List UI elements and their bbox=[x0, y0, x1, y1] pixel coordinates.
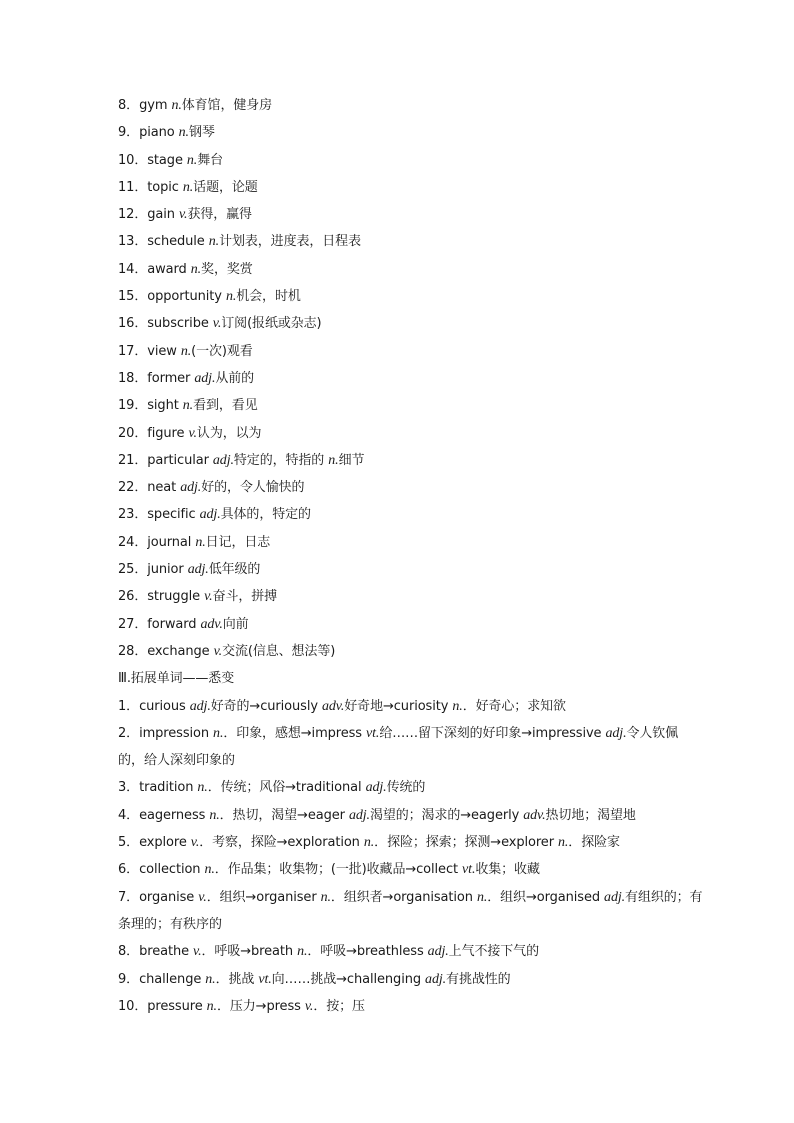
entry-text: tradition bbox=[139, 780, 198, 796]
entry-number: 12． bbox=[118, 207, 148, 223]
entry-word: neat bbox=[147, 480, 177, 496]
entry-text: 向……挑战→challenging bbox=[271, 971, 426, 987]
entry-number: 10． bbox=[118, 152, 148, 168]
entry-text: collection bbox=[139, 862, 205, 878]
extended-entry bbox=[118, 720, 684, 747]
part-of-speech: v. bbox=[193, 944, 202, 960]
entry-text: ．组织→organised bbox=[487, 889, 605, 905]
entry-word: stage bbox=[147, 152, 183, 168]
vocab-entry bbox=[118, 92, 684, 119]
entry-number: 1． bbox=[118, 698, 140, 714]
part-of-speech: n. bbox=[204, 862, 215, 878]
entry-text: ．探险家 bbox=[568, 835, 620, 851]
part-of-speech: adj. bbox=[348, 807, 370, 823]
entry-meaning: 具体的，特定的 bbox=[220, 507, 311, 523]
entry-continuation: 的，给人深刻印象的 bbox=[118, 753, 236, 769]
entry-meaning: 奖，奖赏 bbox=[201, 261, 253, 277]
part-of-speech: n. bbox=[197, 780, 208, 796]
entry-meaning: 订阅(报纸或杂志) bbox=[221, 316, 322, 332]
part-of-speech: adj. bbox=[605, 725, 627, 741]
part-of-speech: adj. bbox=[212, 452, 234, 468]
part-of-speech: adj. bbox=[199, 507, 221, 523]
entry-number: 7． bbox=[118, 889, 140, 905]
entry-text: eagerness bbox=[139, 807, 210, 823]
part-of-speech: n. bbox=[225, 289, 237, 305]
entry-meaning: 体育馆，健身房 bbox=[181, 98, 273, 113]
part-of-speech: adj. bbox=[187, 562, 209, 578]
part-of-speech: vt. bbox=[462, 862, 476, 878]
part-of-speech: adv. bbox=[523, 807, 546, 823]
entry-number: 23． bbox=[118, 507, 148, 523]
part-of-speech: v. bbox=[304, 998, 314, 1014]
part-of-speech: v. bbox=[178, 207, 188, 223]
extended-entry bbox=[118, 802, 684, 829]
part-of-speech: vt. bbox=[258, 971, 272, 987]
vocab-entry bbox=[118, 556, 684, 583]
part-of-speech: adj. bbox=[425, 971, 447, 987]
entry-number: 4． bbox=[118, 807, 140, 823]
basic-word-list bbox=[118, 92, 684, 665]
entry-text: challenge bbox=[139, 971, 206, 987]
entry-meaning: 看到，看见 bbox=[193, 398, 258, 414]
entry-number: 14． bbox=[118, 261, 148, 277]
entry-text: ．组织者→organisation bbox=[330, 889, 477, 905]
entry-text: 令人钦佩 bbox=[626, 725, 679, 741]
entry-word: schedule bbox=[147, 234, 205, 250]
entry-number: 3． bbox=[118, 780, 140, 796]
part-of-speech: adv. bbox=[200, 616, 223, 632]
vocab-entry bbox=[118, 365, 684, 392]
part-of-speech: adj. bbox=[365, 780, 387, 796]
vocab-entry bbox=[118, 283, 684, 310]
extended-entry bbox=[118, 693, 684, 720]
part-of-speech: adj. bbox=[180, 480, 202, 496]
part-of-speech: n. bbox=[180, 343, 192, 359]
extended-word-list bbox=[118, 693, 703, 1021]
part-of-speech: adj. bbox=[604, 889, 626, 905]
part-of-speech: v. bbox=[213, 643, 223, 659]
entry-text: 热切地；渴望地 bbox=[545, 807, 636, 823]
entry-word: particular bbox=[147, 452, 209, 468]
entry-number: 18． bbox=[118, 370, 148, 386]
entry-word: junior bbox=[147, 562, 184, 578]
entry-word: award bbox=[147, 261, 187, 277]
part-of-speech: n. bbox=[186, 152, 198, 168]
entry-meaning: 好的，令人愉快的 bbox=[201, 480, 305, 496]
part-of-speech: vt. bbox=[366, 725, 380, 741]
entry-word: subscribe bbox=[147, 316, 209, 332]
entry-number: 19． bbox=[118, 398, 148, 414]
extended-entry bbox=[118, 966, 684, 993]
entry-text: ．呼吸→breath bbox=[201, 944, 298, 960]
part-of-speech: v. bbox=[204, 589, 213, 605]
vocab-entry bbox=[118, 447, 684, 474]
entry-text: explore bbox=[139, 835, 191, 851]
entry-meaning: 钢琴 bbox=[188, 125, 215, 141]
entry-number: 6． bbox=[118, 862, 140, 878]
entry-number: 20． bbox=[118, 425, 148, 441]
entry-text: ．呼吸→breathless bbox=[307, 944, 428, 960]
entry-word: struggle bbox=[147, 589, 201, 605]
entry-word: former bbox=[147, 370, 191, 386]
vocab-entry bbox=[118, 147, 684, 174]
entry-meaning: 向前 bbox=[222, 616, 249, 632]
vocab-entry bbox=[118, 638, 684, 665]
entry-meaning: 低年级的 bbox=[208, 562, 261, 578]
entry-meaning: 交流(信息、想法等) bbox=[222, 643, 336, 659]
vocab-entry bbox=[118, 256, 684, 283]
entry-word: piano bbox=[139, 125, 175, 141]
part-of-speech: n. bbox=[557, 835, 569, 851]
vocab-entry bbox=[118, 583, 684, 610]
entry-meaning: 机会，时机 bbox=[236, 289, 301, 305]
entry-number: 26． bbox=[118, 589, 148, 605]
entry-number: 28． bbox=[118, 643, 148, 659]
extended-entry bbox=[118, 856, 684, 883]
entry-meaning: (一次)观看 bbox=[191, 343, 253, 359]
entry-number: 27． bbox=[118, 616, 148, 632]
entry-word: sight bbox=[147, 398, 179, 414]
entry-meaning: 细节 bbox=[338, 452, 365, 468]
part-of-speech: n. bbox=[195, 534, 206, 550]
part-of-speech: adv. bbox=[321, 698, 345, 714]
entry-number: 9． bbox=[118, 971, 140, 987]
vocab-entry bbox=[118, 338, 684, 365]
part-of-speech: n. bbox=[178, 125, 189, 141]
part-of-speech: n. bbox=[476, 889, 488, 905]
entry-text: pressure bbox=[147, 998, 207, 1014]
entry-number: 17． bbox=[118, 343, 148, 359]
entry-meaning: 话题，论题 bbox=[193, 179, 258, 195]
part-of-speech: n. bbox=[208, 234, 220, 250]
vocab-entry bbox=[118, 392, 684, 419]
entry-word: topic bbox=[147, 179, 179, 195]
part-of-speech: n. bbox=[297, 944, 308, 960]
vocab-entry bbox=[118, 501, 684, 528]
entry-meaning: 从前的 bbox=[215, 370, 255, 386]
entry-number: 9． bbox=[118, 125, 140, 141]
vocab-entry bbox=[118, 119, 684, 146]
entry-text: 收集；收藏 bbox=[475, 862, 540, 878]
part-of-speech: n. bbox=[452, 698, 463, 714]
entry-text: 上气不接下气的 bbox=[448, 944, 539, 960]
entry-text: ．挑战 bbox=[215, 971, 259, 987]
part-of-speech: v. bbox=[212, 316, 222, 332]
vocab-entry bbox=[118, 611, 684, 638]
part-of-speech: n. bbox=[182, 398, 194, 414]
part-of-speech: n. bbox=[209, 807, 220, 823]
entry-text: ．印象，感想→impress bbox=[223, 725, 367, 741]
entry-meaning: 特定的，特指的 bbox=[233, 452, 325, 468]
entry-text: 渴望的；渴求的→eagerly bbox=[369, 807, 524, 823]
entry-text: curious bbox=[139, 698, 190, 714]
part-of-speech: n. bbox=[320, 889, 331, 905]
entry-meaning: 认为，以为 bbox=[196, 425, 262, 441]
entry-word: opportunity bbox=[147, 289, 222, 305]
entry-meaning: 获得，赢得 bbox=[187, 207, 252, 223]
part-of-speech: n. bbox=[206, 998, 217, 1014]
entry-number: 11． bbox=[118, 179, 148, 195]
part-of-speech: adj. bbox=[194, 370, 216, 386]
entry-number: 2． bbox=[118, 725, 140, 741]
vocab-entry bbox=[118, 228, 684, 255]
extended-entry bbox=[118, 829, 684, 856]
entry-word: exchange bbox=[147, 643, 210, 659]
part-of-speech: n. bbox=[205, 971, 216, 987]
entry-word: view bbox=[147, 343, 177, 359]
entry-continuation: 条理的；有秩序的 bbox=[118, 916, 223, 932]
entry-number: 25． bbox=[118, 562, 148, 578]
entry-number: 22． bbox=[118, 480, 148, 496]
vocab-entry bbox=[118, 474, 684, 501]
entry-meaning: 日记，日志 bbox=[205, 534, 271, 550]
entry-text: 有挑战性的 bbox=[446, 971, 511, 987]
extended-entry bbox=[118, 884, 703, 911]
extended-entry bbox=[118, 938, 684, 965]
entry-word: figure bbox=[147, 425, 185, 441]
entry-text: ．传统；风俗→traditional bbox=[207, 780, 366, 796]
entry-text: organise bbox=[139, 889, 199, 905]
entry-meaning: 计划表，进度表，日程表 bbox=[219, 234, 361, 250]
entry-text: 传统的 bbox=[386, 780, 426, 796]
entry-number: 21． bbox=[118, 452, 148, 468]
part-of-speech: n. bbox=[328, 452, 339, 468]
entry-number: 8． bbox=[118, 944, 140, 960]
part-of-speech: v. bbox=[188, 425, 197, 441]
entry-text: 好奇的→curiously bbox=[210, 698, 322, 714]
vocab-entry bbox=[118, 174, 684, 201]
part-of-speech: n. bbox=[363, 835, 375, 851]
vocab-entry bbox=[118, 420, 684, 447]
part-of-speech: adj. bbox=[189, 698, 211, 714]
entry-word: specific bbox=[147, 507, 196, 523]
entry-number: 24． bbox=[118, 534, 148, 550]
entry-word: gym bbox=[139, 98, 168, 113]
vocab-entry bbox=[118, 201, 684, 228]
document-page bbox=[118, 92, 703, 1020]
entry-number: 15． bbox=[118, 289, 148, 305]
entry-text: 有组织的；有 bbox=[625, 889, 703, 905]
entry-text: ．组织→organiser bbox=[206, 889, 321, 905]
entry-number: 13． bbox=[118, 234, 148, 250]
entry-text: ．探险；探索；探测→explorer bbox=[374, 835, 558, 851]
extended-entry bbox=[118, 993, 684, 1020]
entry-text: ．考察，探险→exploration bbox=[199, 835, 364, 851]
entry-word: journal bbox=[147, 534, 192, 550]
vocab-entry bbox=[118, 310, 684, 337]
entry-meaning: 舞台 bbox=[197, 152, 224, 168]
extended-entry bbox=[118, 774, 684, 801]
entry-number: 5． bbox=[118, 835, 140, 851]
entry-text: ．作品集；收集物；(一批)收藏品→collect bbox=[214, 862, 463, 878]
entry-text: 给……留下深刻的好印象→impressive bbox=[379, 725, 606, 741]
entry-number: 8． bbox=[118, 98, 140, 113]
section-heading: Ⅲ.拓展单词——悉变 bbox=[118, 671, 235, 687]
entry-text: 好奇地→curiosity bbox=[344, 698, 453, 714]
part-of-speech: v. bbox=[190, 835, 200, 851]
part-of-speech: n. bbox=[171, 98, 182, 113]
entry-text: impression bbox=[139, 725, 214, 741]
entry-number: 16． bbox=[118, 316, 148, 332]
part-of-speech: n. bbox=[182, 179, 194, 195]
part-of-speech: adj. bbox=[427, 944, 449, 960]
entry-number: 10． bbox=[118, 998, 148, 1014]
part-of-speech: n. bbox=[190, 261, 202, 277]
part-of-speech: n. bbox=[213, 725, 224, 741]
entry-text: ．按；压 bbox=[313, 998, 365, 1014]
entry-text: breathe bbox=[139, 944, 194, 960]
entry-text: ．热切，渴望→eager bbox=[219, 807, 349, 823]
entry-text: ．好奇心；求知欲 bbox=[462, 698, 566, 714]
vocab-entry bbox=[118, 529, 684, 556]
entry-text: ．压力→press bbox=[216, 998, 305, 1014]
entry-word: forward bbox=[147, 616, 197, 632]
entry-word: gain bbox=[147, 207, 175, 223]
entry-meaning: 奋斗，拼搏 bbox=[212, 589, 278, 605]
part-of-speech: v. bbox=[198, 889, 207, 905]
